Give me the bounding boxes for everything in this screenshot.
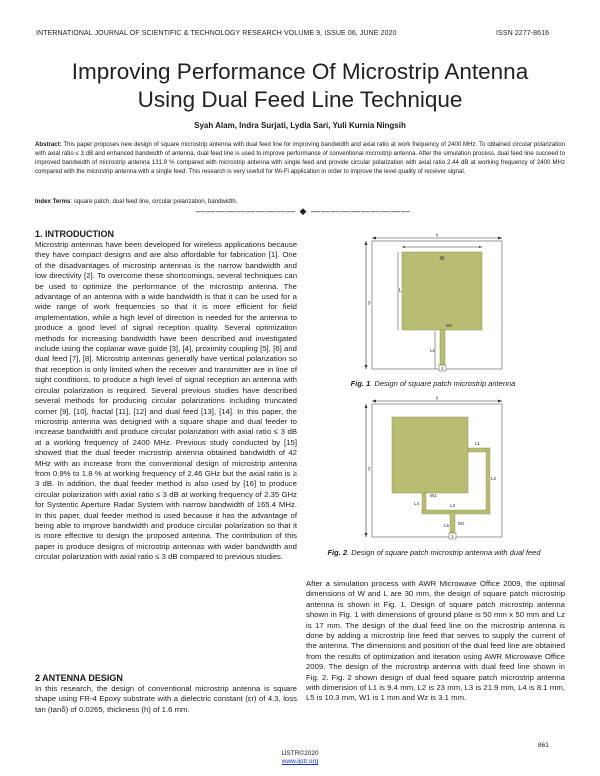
section-divider: —————————— ◆ —————————— — [196, 206, 411, 216]
label-y-2: y — [368, 466, 371, 472]
square-patch-2 — [392, 417, 468, 493]
feed-line — [440, 330, 445, 369]
section-1-heading: 1. INTRODUCTION — [35, 229, 115, 239]
label-y: y — [368, 300, 371, 306]
label-l3: L3 — [450, 503, 456, 508]
label-l: L — [399, 288, 402, 294]
label-lz: Lz — [430, 348, 435, 353]
figure-2-caption-label: Fig. 2 — [327, 548, 348, 557]
label-x: x — [435, 232, 439, 239]
issn: ISSN 2277-8616 — [496, 30, 550, 37]
figure-2-diagram — [362, 395, 508, 540]
label-l2: L2 — [491, 476, 497, 481]
section-2-text: In this research, the design of conventional microstrip antenna is square shape using FR-4 Epoxy substrate with a dielectric constant (εr) of 4.3, loss tan (tanδ) of 0.0265, thickness (h) of 1.6 mm. — [35, 684, 297, 714]
figure-1 — [362, 232, 508, 372]
square-patch — [402, 252, 482, 330]
page-number: 861 — [538, 742, 549, 749]
label-l1: L1 — [475, 441, 481, 446]
page-title — [40, 58, 560, 114]
label-w: W — [439, 256, 445, 262]
abstract-label: Abstract: — [35, 141, 62, 148]
section-1-text: Microstrip antennas have been developed for wireless applications because they have compact designs and are also affordable for fabrication [1]. One of the disadvantages of microstrip antennas is the narrow bandwidth and low directivity [2]. To overcome these shortcomings, several techniques can be used to optimize the performance of the microstrip antenna. The advantage of an antenna with a wide bandwidth is that it can be used for a wide range of work frequencies so that it is more efficient for field implementation, while a high level of direction is needed for the antenna to produce a good level of signal reception quality. Several optimization methods for increasing bandwidth have been described and investigated include using the coplanar wave guide [3], [4], proximity coupling [5], [6] and dual feed [7], [8]. Microstrip antennas generally have vertical polarization so that reception is only limited when the receiver and transmitter are in line of sight conditions, to produce a high level of signal reception an antenna with circular polarization is required. Several previous studies have described several methods for producing circular polarizations including truncated corner [9], [10], fractal [11], [12] and dual feed [13], [14]. In this paper, the microstrip antenna was designed with a square shape and dual feeder to increase bandwidth and produce circular polarization with axial ratio ≤ 3 dB at a working frequency of 2400 MHz. Previous study conducted by [15] showed that the dual feeder microstrip antenna obtained bandwidth of 42 MHz with an increase from the conventional design of microstrip antenna from 0.9% to 1.8 % at working frequency of 2.46 GHz but the axial ratio is ≥ 3 dB. In addition, the dual feeder method is also used by [16] to produce circular polarization with axial ratio ≤ 3 dB at working frequency of 2.35 GHz for Systentic Aperture Radar System with narrow bandwidth of 165.4 MHz. In this paper, dual feeder method is used because it has the advantage of being able to improve bandwidth and produce circular polarization so that it is more effective to design the proposed antenna. The contribution of this paper is produce designs of microstrip antennas with wider bandwidth and circular polarization with axial ratio ≤ 3 dB compared to previous studies. — [35, 240, 297, 562]
title-line-1: Improving Performance Of Microstrip Antenna — [71, 59, 529, 84]
figure-1-diagram — [362, 232, 508, 372]
label-port-2: 1 — [451, 534, 454, 539]
figure-1-caption-label: Fig. 1 — [350, 379, 371, 388]
feed-horizontal — [422, 510, 490, 514]
abstract — [35, 140, 565, 176]
section-2-heading: 2 ANTENNA DESIGN — [35, 673, 123, 683]
label-w1: W1 — [430, 493, 437, 498]
index-terms — [35, 198, 565, 205]
title-line-2: Using Dual Feed Line Technique — [137, 87, 463, 112]
authors: Syah Alam, Indra Surjati, Lydia Sari, Yuli Kurnia Ningsih — [194, 121, 406, 130]
label-x-2: x — [435, 395, 439, 402]
journal-header: INTERNATIONAL JOURNAL OF SCIENTIFIC & TECHNOLOGY RESEARCH VOLUME 9, ISSUE 06, JUNE 2020 — [36, 30, 397, 37]
label-wz: Wz — [446, 323, 453, 328]
label-wz-2: Wz — [458, 521, 465, 526]
index-terms-label: Index Terms — [35, 198, 71, 205]
index-terms-text: : square patch, dual feed line, circular polarization, bandwidth. — [70, 198, 238, 205]
label-l4: L4 — [414, 501, 420, 506]
figure-2 — [362, 395, 508, 540]
feed-vertical-right — [486, 448, 490, 514]
figure-2-caption — [314, 548, 554, 558]
figure-1-caption-text: . Design of square patch microstrip antenna — [370, 379, 516, 388]
footer-org: IJSTR©2020 — [281, 750, 319, 757]
footer-link[interactable]: www.ijstr.org — [281, 758, 319, 765]
abstract-text: This paper proposes new design of square microstrip antenna with dual feed line for improving bandwidth and axial ratio at work frequency of 2400 MHz. To obtained circular polarization with axial ratio ≤ 3 dB and enhanced bandwidth of antenna, dual feed line is used to improve performance of conventional microstrip antenna. After the simulation process, dual feed line succeed to improved bandwidth of microstrip antenna 131.9 % compared with microstrip antenna with single feed and provide circular polarization with axial ratio 2.44 dB at working frequency of 2400 MHz compared with the microstrip antenna with a single feed. This research is very usefull for Wi-Fi application in order to improve the level quality of receiver signal. — [35, 141, 565, 175]
label-port: 1 — [441, 366, 444, 371]
label-l5: L5 — [444, 523, 450, 528]
figure-1-caption — [318, 379, 548, 388]
right-column-text: After a simulation process with AWR Microwave Office 2009, the optimal dimensions of W and L are 30 mm, the design of square patch microstrip antenna is shown in Fig. 1. Design of square patch microstrip antenna shown in Fig. 1 with dimensions of ground plane is 50 mm x 50 mm and Lz is 17 mm. The design of the dual feed line on the microstrip antenna is done by adding a microstrip line feed that serves to supply the current of the antenna. The dimensions and position of the dual feed line are obtained from the results of optimization and iteration using AWR Microwave Office 2009. The design of the microstrip antenna with dual feed line shown in Fig. 2. Fig. 2 shown design of dual feed square patch microstrip antenna with dimension of L1 is 9.4 mm, L2 is 23 mm, L3 is 21.9 mm, L4 is 8.1 mm, L5 is 10.3 mm, W1 is 1 mm and Wz is 3.1 mm. — [306, 579, 565, 703]
figure-2-caption-text: . Design of square patch microstrip antenna with dual feed — [347, 548, 541, 557]
